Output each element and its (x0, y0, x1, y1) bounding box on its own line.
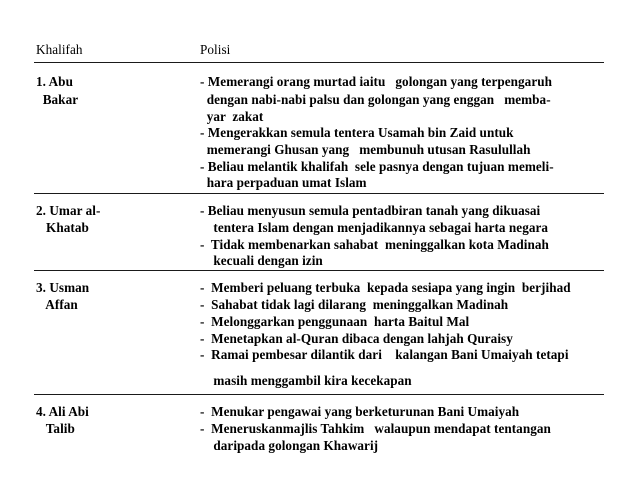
row-divider (34, 270, 604, 271)
khalifah-name-line: 1. Abu (36, 74, 73, 89)
khalifah-name-line: Khatab (36, 220, 89, 235)
polisi-line: dengan nabi-nabi palsu dan golongan yang enggan memba- (200, 92, 551, 107)
khalifah-name-line: 4. Ali Abi (36, 404, 89, 419)
polisi-line: tentera Islam dengan menjadikannya sebagai harta negara (200, 220, 549, 235)
polisi-line: - Tidak membenarkan sahabat meninggalkan kota Madinah (200, 237, 549, 252)
polisi-line: - Sahabat tidak lagi dilarang meninggalkan Madinah (200, 297, 509, 312)
khalifah-name-line: Talib (36, 421, 75, 436)
polisi-line: - Meneruskanmajlis Tahkim walaupun mendapat tentangan (200, 421, 551, 436)
polisi-line: hara perpaduan umat Islam (200, 175, 367, 190)
polisi-line: - Menetapkan al-Quran dibaca dengan lahjah Quraisy (200, 331, 513, 346)
header-polisi: Polisi (200, 42, 231, 57)
khalifah-name-line: 3. Usman (36, 280, 90, 295)
polisi-line: - Beliau menyusun semula pentadbiran tanah yang dikuasai (200, 203, 541, 218)
khalifah-name-line: 2. Umar al- (36, 203, 101, 218)
polisi-line: memerangi Ghusan yang membunuh utusan Rasulullah (200, 142, 531, 157)
khalifah-name-line: Affan (36, 297, 78, 312)
polisi-line: - Memberi peluang terbuka kepada sesiapa yang ingin berjihad (200, 280, 571, 295)
row-divider (34, 394, 604, 395)
polisi-line: - Ramai pembesar dilantik dari kalangan Bani Umaiyah tetapi (200, 347, 569, 362)
polisi-line: kecuali dengan izin (200, 253, 323, 268)
header-divider (34, 62, 604, 63)
khalifah-name-line: Bakar (36, 92, 79, 107)
polisi-line: - Memerangi orang murtad iaitu golongan yang terpengaruh (200, 74, 552, 89)
polisi-line: - Beliau melantik khalifah sele pasnya dengan tujuan memeli- (200, 159, 554, 174)
polisi-line: - Menukar pengawai yang berketurunan Bani Umaiyah (200, 404, 520, 419)
row-divider (34, 193, 604, 194)
polisi-line: - Melonggarkan penggunaan harta Baitul Mal (200, 314, 470, 329)
polisi-line: - Mengerakkan semula tentera Usamah bin Zaid untuk (200, 125, 514, 140)
header-khalifah: Khalifah (36, 42, 83, 57)
polisi-line: daripada golongan Khawarij (200, 438, 379, 453)
polisi-line: masih menggambil kira kecekapan (200, 373, 412, 388)
polisi-line: yar zakat (200, 109, 264, 124)
